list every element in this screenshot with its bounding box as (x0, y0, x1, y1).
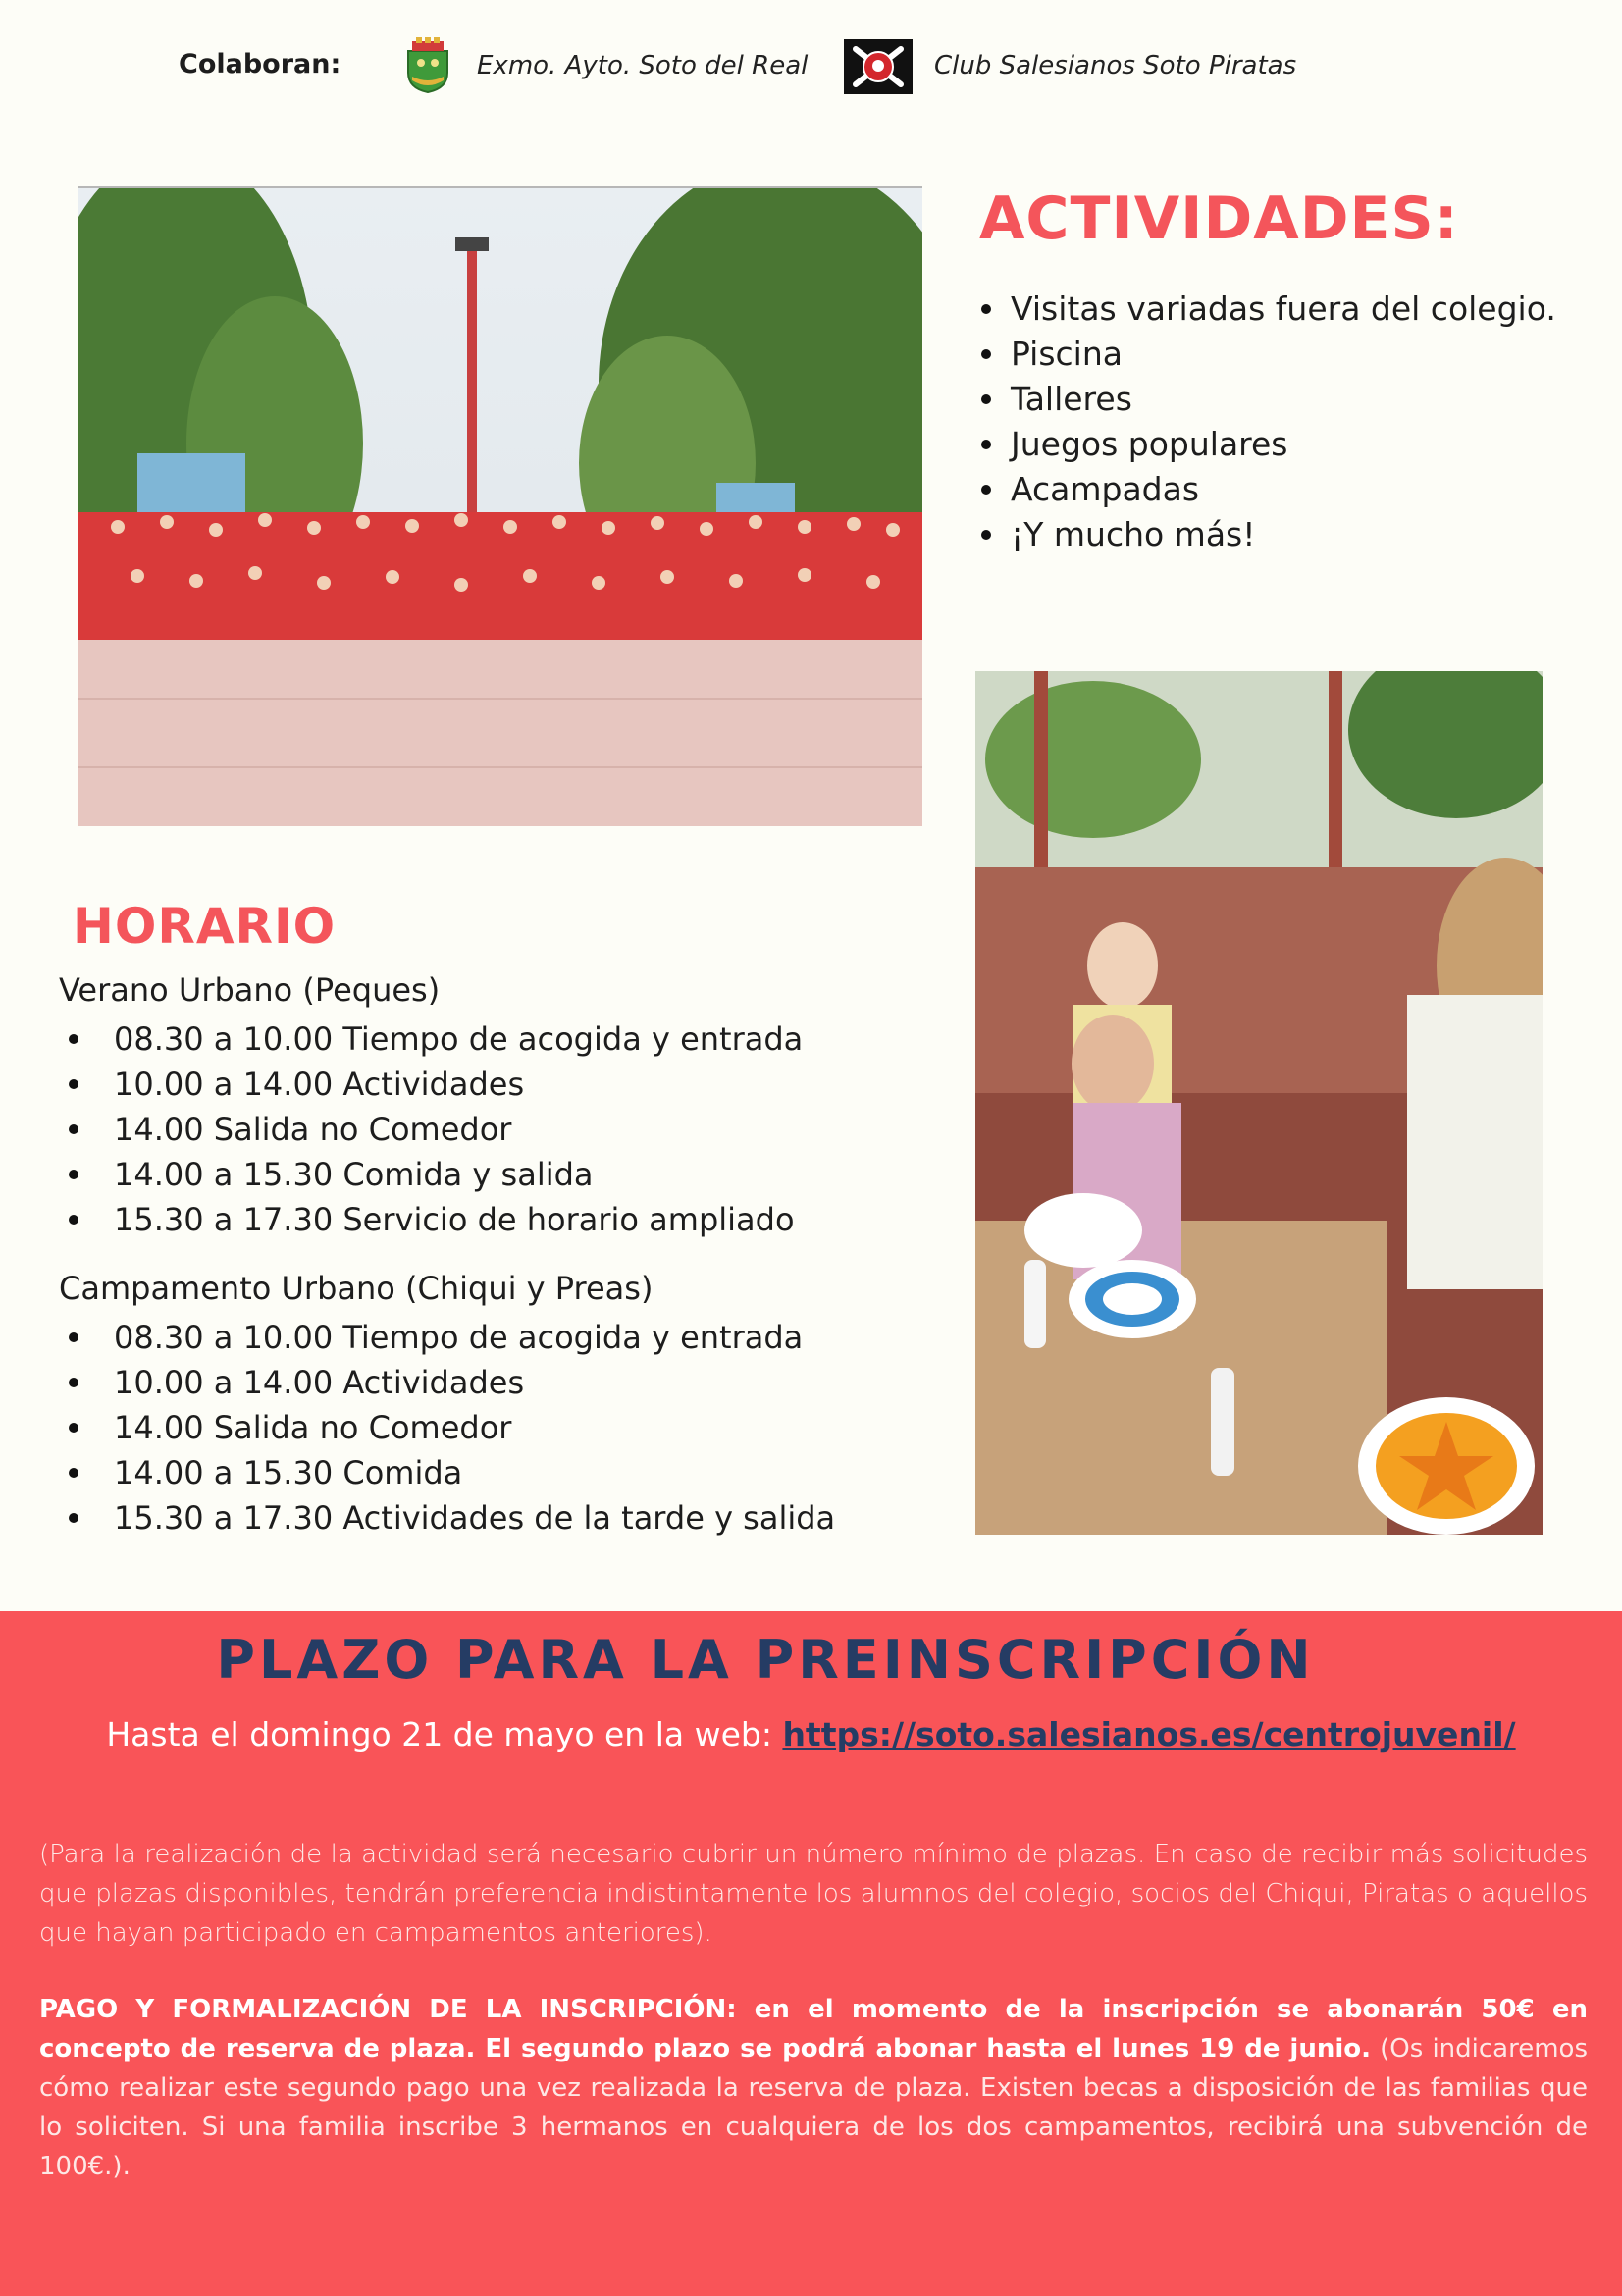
deadline-text: Hasta el domingo 21 de mayo en la web: (106, 1715, 783, 1753)
schedule-item: 15.30 a 17.30 Servicio de horario ampliado (59, 1197, 883, 1242)
payment-detail-text: (Os indicaremos cómo realizar este segundo pago una vez realizada la reserva de plaza. Existen becas a disposición de las familias que lo soliciten. Si una familia inscribe 3 hermanos en cualquiera de los dos campamentos, recibirá una subvención de 100€.). (39, 2034, 1588, 2181)
registration-link[interactable]: https://soto.salesianos.es/centrojuvenil/ (782, 1715, 1516, 1753)
schedule-item: 14.00 a 15.30 Comida y salida (59, 1152, 883, 1197)
registration-panel (0, 1611, 1622, 2296)
registration-title: PLAZO PARA LA PREINSCRIPCIÓN (216, 1629, 1315, 1691)
schedule-item: 14.00 a 15.30 Comida (59, 1450, 883, 1495)
activity-item: Piscina (981, 332, 1609, 377)
schedule-item: 15.30 a 17.30 Actividades de la tarde y salida (59, 1495, 883, 1540)
registration-deadline (0, 1715, 1622, 1753)
collaborators-label: Colaboran: (179, 49, 341, 79)
schedule-item: 08.30 a 10.00 Tiempo de acogida y entrada (59, 1017, 883, 1062)
payment-info (39, 1990, 1588, 2186)
schedule-item: 14.00 Salida no Comedor (59, 1107, 883, 1152)
schedule-group-heading: Verano Urbano (Peques) (59, 971, 441, 1009)
schedule-item: 08.30 a 10.00 Tiempo de acogida y entrada (59, 1315, 883, 1360)
activity-item: Juegos populares (981, 422, 1609, 467)
schedule-list-campamento (59, 1315, 883, 1540)
schedule-list-verano (59, 1017, 883, 1242)
town-hall-crest-icon (404, 37, 451, 94)
schedule-title: HORARIO (73, 898, 337, 955)
activity-item: ¡Y mucho más! (981, 512, 1609, 557)
group-photo (78, 186, 922, 826)
schedule-item: 10.00 a 14.00 Actividades (59, 1062, 883, 1107)
pirates-club-flag-icon (844, 39, 913, 94)
registration-note: (Para la realización de la actividad será necesario cubrir un número mínimo de plazas. En caso de recibir más solicitudes que plazas disponibles, tendrán preferencia indistintamente los alumnos del colegio, socios del Chiqui, Piratas o aquellos que hayan participado en campamentos anteriores). (39, 1840, 1588, 1948)
activities-title: ACTIVIDADES: (979, 184, 1459, 253)
collaborator-town-hall: Exmo. Ayto. Soto del Real (477, 51, 809, 80)
payment-bold-text: PAGO Y FORMALIZACIÓN DE LA INSCRIPCIÓN: en el momento de la inscripción se abonarán 50€ en concepto de reserva de plaza. El segundo plazo se podrá abonar hasta el lunes 19 de junio. (39, 1995, 1588, 2063)
schedule-item: 10.00 a 14.00 Actividades (59, 1360, 883, 1405)
activity-item: Talleres (981, 377, 1609, 422)
schedule-group-heading: Campamento Urbano (Chiqui y Preas) (59, 1270, 654, 1307)
activity-item: Visitas variadas fuera del colegio. (981, 287, 1609, 332)
activity-item: Acampadas (981, 467, 1609, 512)
activities-list (981, 287, 1609, 557)
collaborator-club: Club Salesianos Soto Piratas (934, 51, 1297, 80)
schedule-item: 14.00 Salida no Comedor (59, 1405, 883, 1450)
crafts-photo (975, 671, 1543, 1535)
